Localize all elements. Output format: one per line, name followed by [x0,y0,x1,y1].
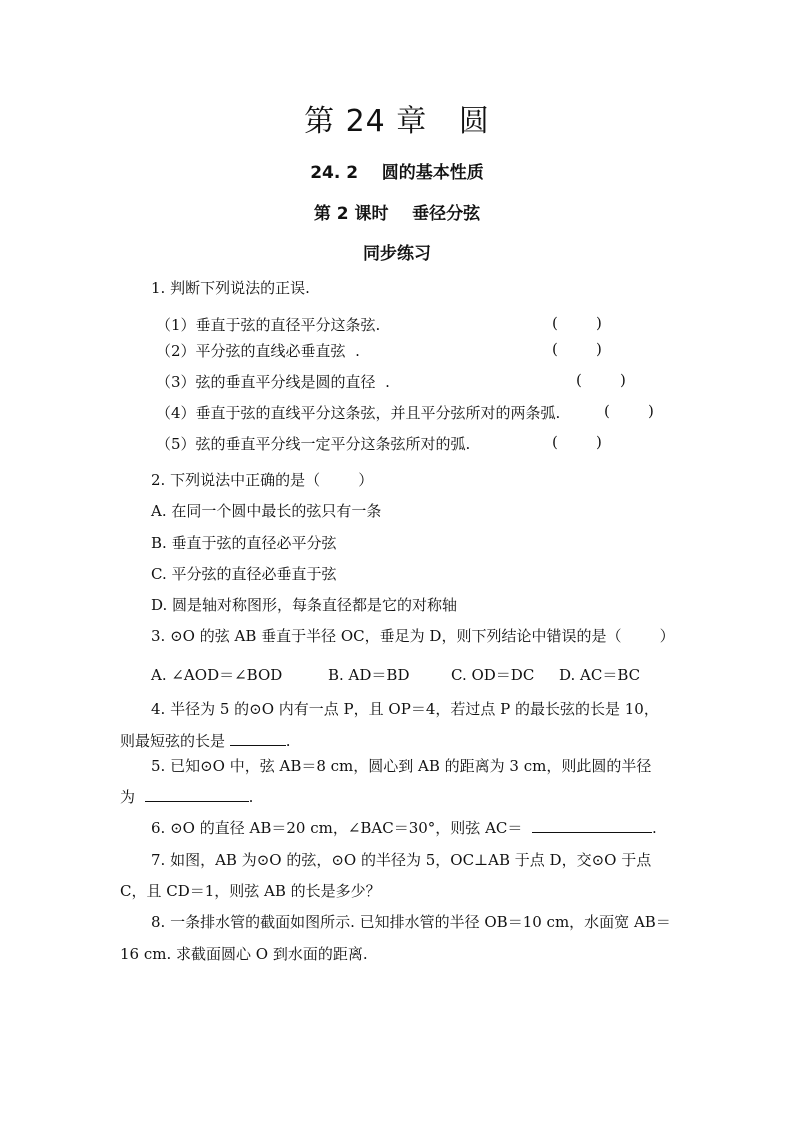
q6-line1-text: 6. ⊙O 的直径 AB＝20 cm，∠BAC＝30°，则弦 AC＝ [151,819,523,837]
lesson-title: 第 2 课时 垂径分弦 [313,204,481,224]
q1-item-1: （1）垂直于弦的直径平分这条弦. [156,316,381,334]
q4-line1: 4. 半径为 5 的⊙O 内有一点 P，且 OP＝4，若过点 P 的最长弦的长是 10， [151,700,659,718]
q1-item-2-answer: ( ) [552,340,602,358]
q8-line2: 16 cm. 求截面圆心 O 到水面的距离. [120,945,368,963]
q3-option-a: A. ∠AOD＝∠BOD [151,666,283,684]
q1-item-4: （4）垂直于弦的直线平分这条弦，并且平分弦所对的两条弧. [156,404,561,422]
q4-period: . [285,732,291,750]
q3-stem: 3. ⊙O 的弦 AB 垂直于半径 OC，垂足为 D，则下列结论中错误的是（ ） [151,627,675,645]
q5-line2-text: 为 [120,788,136,806]
q3-option-d: D. AC＝BC [559,666,641,684]
q1-item-1-answer: ( ) [552,314,602,332]
chapter-title: 第 24 章 圆 [304,104,490,139]
q6-answer-blank[interactable] [532,818,652,833]
q1-item-4-answer: ( ) [604,402,654,420]
q5-answer-blank[interactable] [145,787,249,802]
q2-option-c: C. 平分弦的直径必垂直于弦 [151,565,337,583]
q1-item-5-answer: ( ) [552,433,602,451]
q2-option-b: B. 垂直于弦的直径必平分弦 [151,534,337,552]
q8-line1: 8. 一条排水管的截面如图所示. 已知排水管的半径 OB＝10 cm，水面宽 AB＝ [151,913,671,931]
q1-item-2: （2）平分弦的直线必垂直弦 . [156,342,360,360]
q7-line2: C，且 CD＝1，则弦 AB 的长是多少？ [120,882,381,900]
q1-item-3-answer: ( ) [576,371,626,389]
q6-period: . [651,819,657,837]
q2-option-d: D. 圆是轴对称图形，每条直径都是它的对称轴 [151,596,458,614]
q2-stem: 2. 下列说法中正确的是（ ） [151,471,374,489]
q7-line1: 7. 如图，AB 为⊙O 的弦，⊙O 的半径为 5，OC⊥AB 于点 D，交⊙O 于点 [151,851,652,869]
q5-line1: 5. 已知⊙O 中，弦 AB＝8 cm，圆心到 AB 的距离为 3 cm，则此圆的半径 [151,757,652,775]
practice-title: 同步练习 [363,244,431,264]
q1-item-3: （3）弦的垂直平分线是圆的直径 . [156,373,390,391]
q4-line2 [120,730,291,751]
q4-line2-text: 则最短弦的长是 [120,732,226,750]
q4-answer-blank[interactable] [230,731,286,746]
q5-period: . [248,788,254,806]
q5-line2 [120,786,253,807]
q3-option-c: C. OD＝DC [451,666,535,684]
q6-line1 [151,817,657,838]
q3-option-b: B. AD＝BD [328,666,410,684]
section-title: 24. 2 圆的基本性质 [310,163,484,183]
q1-item-5: （5）弦的垂直平分线一定平分这条弦所对的弧. [156,435,471,453]
q1-stem: 1. 判断下列说法的正误. [151,279,310,297]
q2-option-a: A. 在同一个圆中最长的弦只有一条 [151,502,382,520]
